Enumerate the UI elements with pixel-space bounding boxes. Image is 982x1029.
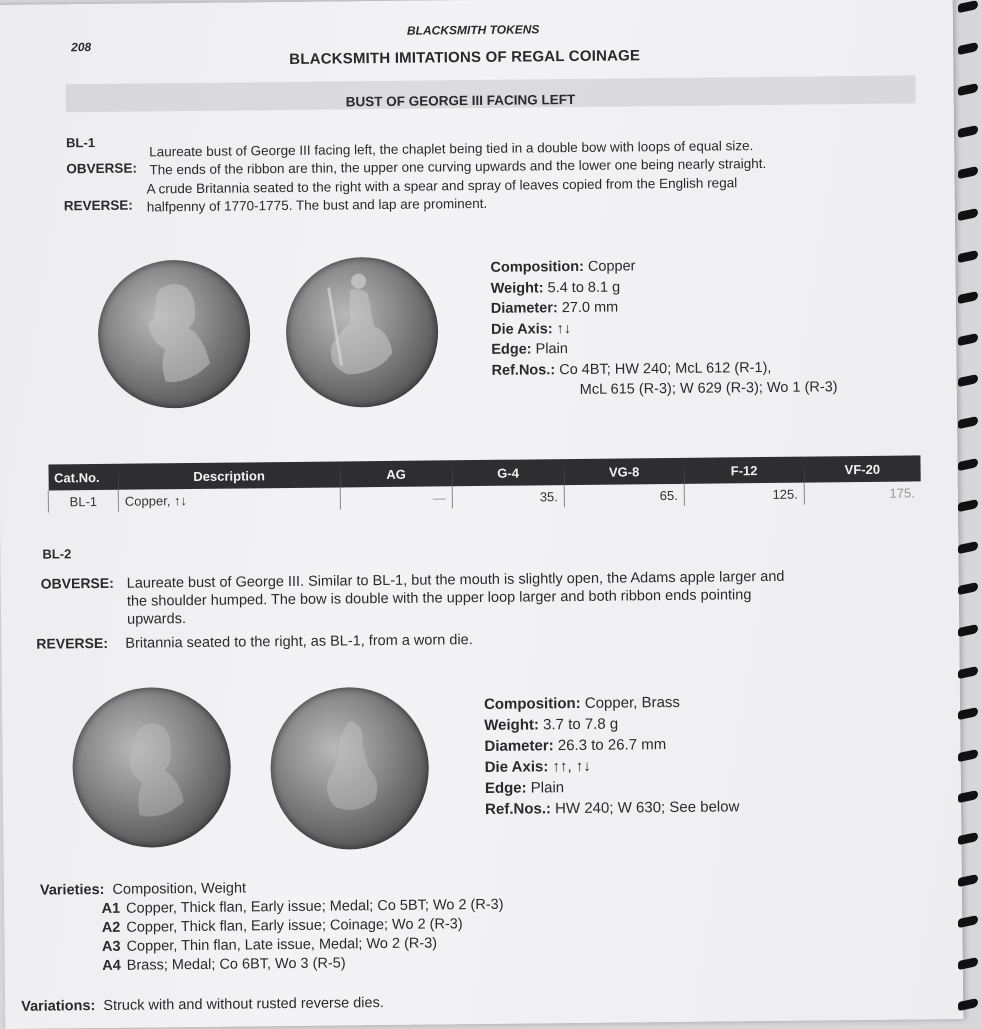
bl2-reverse-coin-image	[270, 687, 430, 851]
spec-label: Ref.Nos.:	[491, 361, 556, 379]
spec-label: Composition:	[490, 258, 584, 276]
obverse-label: OBVERSE:	[40, 574, 114, 592]
catalog-number-bl1: BL-1	[66, 135, 96, 151]
edge-value: Plain	[530, 779, 565, 797]
reverse-label: REVERSE:	[63, 197, 133, 214]
diameter-value: 27.0 mm	[561, 299, 619, 317]
varieties-label: Varieties:	[39, 881, 105, 899]
spec-label: Weight:	[484, 716, 540, 734]
bl1-specifications	[490, 254, 837, 401]
variety-code: A3	[101, 938, 121, 955]
binding-ring	[958, 416, 978, 429]
column-header: Description	[118, 461, 340, 489]
text-line: Laureate bust of George III. Similar to BL-1, but the mouth is slightly open, the Adams apple larger and	[126, 568, 785, 592]
column-header: F-12	[684, 457, 804, 484]
table-cell: —	[340, 486, 452, 509]
text-line: upwards.	[127, 611, 187, 628]
spec-label: Ref.Nos.:	[485, 800, 552, 818]
binding-ring	[958, 541, 978, 554]
spec-label: Diameter:	[484, 737, 554, 755]
column-header: VG-8	[564, 458, 684, 485]
die-axis-value: ↑↑, ↑↓	[552, 757, 591, 776]
column-header: G-4	[452, 459, 564, 486]
table-cell: BL-1	[48, 490, 118, 513]
spec-label: Composition:	[483, 694, 581, 713]
binding-ring	[958, 998, 978, 1011]
variety-text: Copper, Thin flan, Late issue, Medal; Wo 2 (R-3)	[126, 935, 438, 955]
varieties-heading-text: Composition, Weight	[112, 880, 247, 898]
table-cell: 175.	[804, 481, 921, 504]
composition-value: Copper	[587, 258, 636, 275]
variations-label: Variations:	[21, 998, 96, 1015]
spec-label: Die Axis:	[484, 758, 549, 776]
varieties-list	[82, 896, 504, 976]
variety-text: Brass; Medal; Co 6BT, Wo 3 (R-5)	[126, 955, 346, 974]
obverse-description	[149, 137, 766, 179]
price-table	[47, 455, 920, 512]
catalog-number-bl2: BL-2	[42, 546, 72, 562]
variations-text: Struck with and without rusted reverse dies.	[103, 995, 384, 1014]
binding-ring	[958, 208, 978, 221]
binding-ring	[958, 457, 978, 470]
binding-ring	[958, 832, 978, 845]
bl2-specifications	[484, 691, 740, 820]
spec-label: Edge:	[491, 341, 532, 358]
weight-value: 5.4 to 8.1 g	[547, 279, 621, 296]
refnos-value: Co 4BT; HW 240; McL 612 (R-1),	[559, 359, 772, 378]
text-line: Britannia seated to the right, as BL-1, from a worn die.	[125, 632, 473, 652]
running-head: BLACKSMITH TOKENS	[406, 22, 540, 38]
obverse-label: OBVERSE:	[66, 160, 137, 177]
variety-code: A4	[102, 957, 121, 974]
text-line: Laureate bust of George III facing left, the chaplet being tied in a double bow with loops of equal size.	[149, 138, 754, 160]
reverse-label: REVERSE:	[36, 634, 109, 652]
binding-ring	[958, 125, 978, 138]
refnos-value-continued: McL 615 (R-3); W 629 (R-3); Wo 1 (R-3)	[579, 379, 838, 398]
text-line: The ends of the ribbon are thin, the upper one curving upwards and the lower one being nearly straight.	[149, 155, 767, 178]
column-header: Cat.No.	[48, 464, 118, 491]
binding-ring	[958, 790, 978, 803]
variety-text: Copper, Thick flan, Early issue; Coinage; Wo 2 (R-3)	[126, 916, 463, 936]
text-line: the shoulder humped. The bow is double with the upper loop larger and both ribbon ends pointing	[126, 587, 752, 610]
binding-ring	[958, 0, 978, 13]
variety-code: A2	[101, 919, 121, 936]
binding-ring	[958, 41, 978, 54]
bust-facing-left-icon	[97, 259, 251, 409]
diameter-value: 26.3 to 26.7 mm	[557, 736, 667, 755]
spec-label: Edge:	[484, 779, 527, 797]
composition-value: Copper, Brass	[584, 693, 680, 712]
worn-bust-icon	[72, 687, 232, 849]
table-cell: 65.	[564, 484, 684, 507]
obverse-description	[127, 568, 785, 629]
binding-ring	[958, 166, 978, 179]
list-item	[83, 953, 505, 976]
spiral-binding	[956, 0, 982, 1024]
binding-ring	[958, 291, 978, 304]
binding-ring	[958, 665, 978, 678]
refnos-value: HW 240; W 630; See below	[555, 798, 740, 818]
text-line: A crude Britannia seated to the right with a spear and spray of leaves copied from the English regal	[146, 175, 738, 197]
text-line: halfpenny of 1770-1775. The bust and lap are prominent.	[146, 195, 488, 215]
binding-ring	[958, 83, 978, 96]
binding-ring	[958, 374, 978, 387]
spec-label: Weight:	[490, 279, 544, 297]
table-cell: 125.	[684, 483, 804, 506]
binding-ring	[958, 749, 978, 762]
binding-ring	[958, 249, 978, 262]
page-number: 208	[71, 40, 92, 55]
table-cell: 35.	[452, 485, 564, 508]
bl1-reverse-coin-image	[285, 256, 439, 408]
page-title: BLACKSMITH IMITATIONS OF REGAL COINAGE	[289, 47, 641, 68]
bl1-obverse-coin-image	[97, 259, 251, 409]
binding-ring	[958, 957, 978, 970]
binding-ring	[958, 333, 978, 346]
varieties-heading	[40, 879, 246, 900]
section-subtitle: BUST OF GEORGE III FACING LEFT	[345, 91, 576, 110]
britannia-seated-icon	[285, 256, 439, 408]
binding-ring	[958, 873, 978, 886]
weight-value: 3.7 to 7.8 g	[543, 715, 619, 734]
reverse-description	[147, 174, 738, 216]
table-cell: Copper, ↑↓	[118, 487, 340, 511]
binding-ring	[958, 499, 978, 512]
binding-ring	[958, 624, 978, 637]
column-header: VF-20	[804, 455, 921, 482]
variations-line	[21, 994, 384, 1017]
variety-text: Copper, Thick flan, Early issue; Medal; Co 5BT; Wo 2 (R-3)	[126, 896, 504, 917]
binding-ring	[958, 582, 978, 595]
variety-code: A1	[101, 900, 121, 917]
binding-ring	[958, 915, 978, 928]
bl2-obverse-coin-image	[72, 687, 232, 849]
die-axis-value: ↑↓	[556, 320, 572, 337]
edge-value: Plain	[535, 341, 568, 358]
binding-ring	[958, 707, 978, 720]
spec-label: Diameter:	[490, 300, 558, 317]
column-header: AG	[340, 460, 452, 487]
reverse-description	[125, 631, 473, 653]
worn-britannia-icon	[270, 687, 430, 851]
spec-label: Die Axis:	[491, 320, 553, 338]
